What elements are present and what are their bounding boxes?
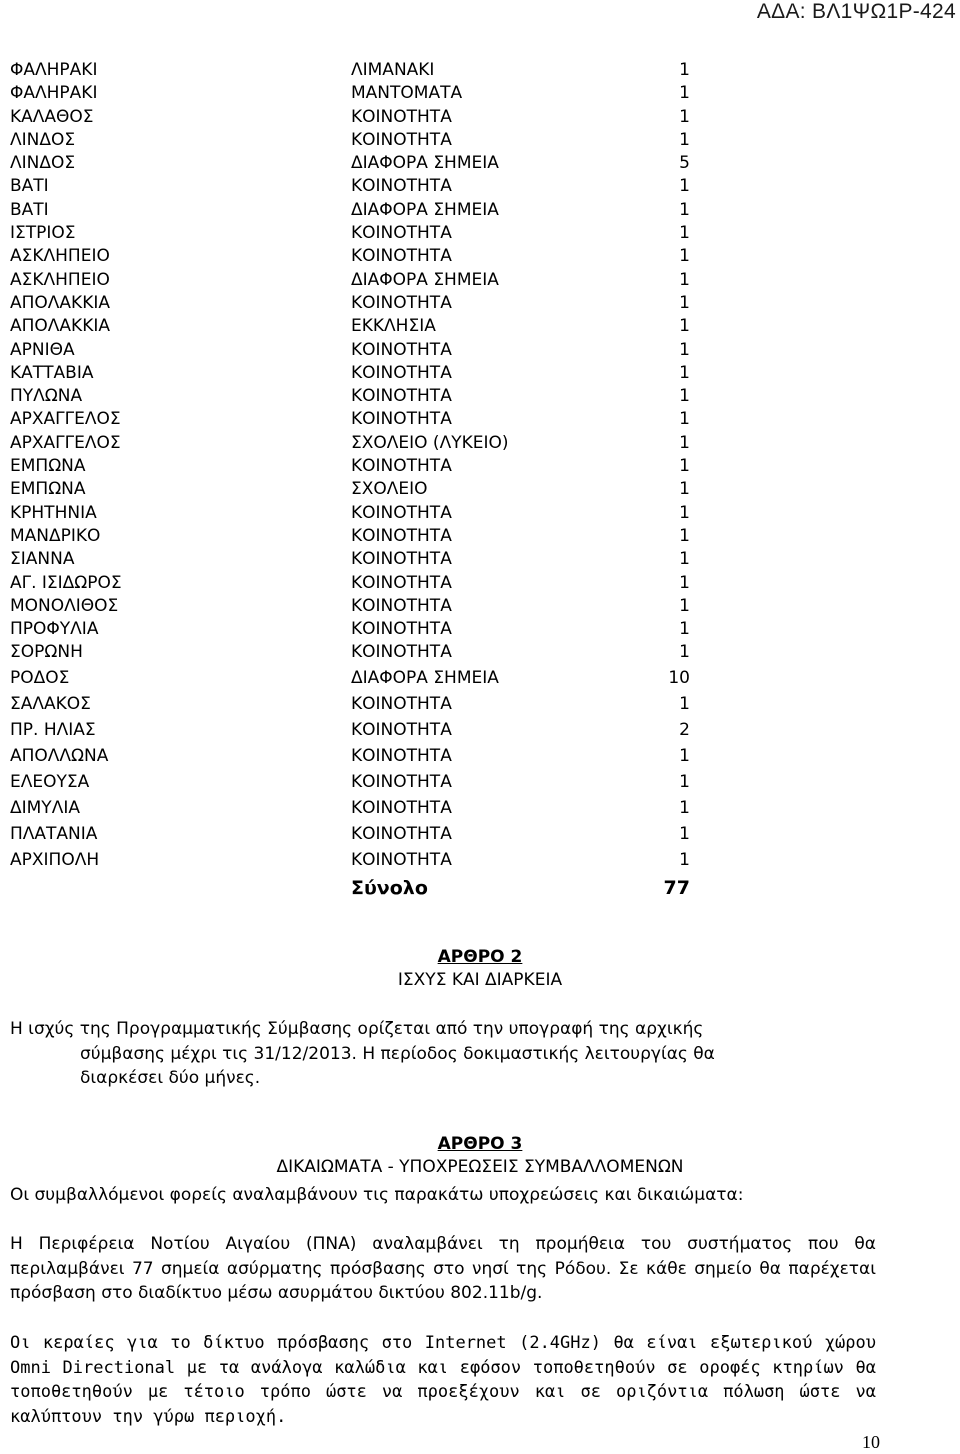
count-cell: 1 — [679, 549, 690, 570]
location-cell: ΒΑΤΙ — [10, 199, 49, 220]
site-cell: ΚΟΙΝΟΤΗΤΑ — [351, 745, 452, 766]
site-cell: ΜΑΝΤΟΜΑΤΑ — [351, 83, 463, 104]
count-cell: 1 — [679, 316, 690, 337]
location-cell: ΠΡΟΦΥΛΙΑ — [10, 619, 99, 640]
table-row — [10, 691, 710, 717]
site-cell: ΚΟΙΝΟΤΗΤΑ — [351, 619, 452, 640]
article-2-line-1: Η ισχύς της Προγραμματικής Σύμβασης ορίζεται από την υπογραφή της αρχικής — [10, 1019, 704, 1039]
table-row — [10, 717, 710, 743]
count-cell: 1 — [679, 176, 690, 197]
article-3-heading: ΑΡΘΡΟ 3 — [437, 1134, 523, 1154]
table-row — [10, 525, 710, 548]
table-row — [10, 59, 710, 82]
table-row — [10, 222, 710, 245]
location-cell: ΦΑΛΗΡΑΚΙ — [10, 60, 98, 80]
count-cell: 1 — [679, 479, 690, 500]
location-cell: ΣΙΑΝΝΑ — [10, 549, 75, 570]
site-cell: ΚΟΙΝΟΤΗΤΑ — [351, 502, 452, 523]
article-3-subtitle: ΔΙΚΑΙΩΜΑΤΑ - ΥΠΟΧΡΕΩΣΕΙΣ ΣΥΜΒΑΛΛΟΜΕΝΩΝ — [276, 1157, 684, 1177]
location-cell: ΛΙΝΔΟΣ — [10, 129, 76, 150]
count-cell: 1 — [679, 642, 690, 663]
location-cell: ΡΟΔΟΣ — [10, 667, 70, 688]
table-row — [10, 82, 710, 105]
article-2-line-3: διαρκέσει δύο μήνες. — [80, 1068, 261, 1088]
count-cell: 1 — [679, 339, 690, 360]
location-cell: ΚΑΛΑΘΟΣ — [10, 106, 94, 127]
table-row — [10, 548, 710, 571]
count-cell: 1 — [679, 502, 690, 523]
location-cell: ΔΙΜΥΛΙΑ — [10, 797, 80, 818]
location-cell: ΑΠΟΛΑΚΚΙΑ — [10, 316, 110, 337]
table-row — [10, 665, 710, 691]
table-row — [10, 821, 710, 847]
site-cell: ΚΟΙΝΟΤΗΤΑ — [351, 362, 452, 383]
total-label: Σύνολο — [351, 876, 428, 899]
article-3-intro: Οι συμβαλλόμενοι φορείς αναλαμβάνουν τις παρακάτω υποχρεώσεις και δικαιώματα: — [10, 1185, 744, 1205]
site-cell: ΚΟΙΝΟΤΗΤΑ — [351, 223, 452, 244]
count-cell: 1 — [679, 693, 690, 714]
table-row — [10, 152, 710, 175]
table-row — [10, 795, 710, 821]
count-cell: 1 — [679, 572, 690, 593]
location-cell: ΑΣΚΛΗΠΕΙΟ — [10, 246, 110, 267]
location-cell: ΑΠΟΛΛΩΝΑ — [10, 745, 109, 766]
count-cell: 1 — [679, 362, 690, 383]
table-row — [10, 315, 710, 338]
site-cell: ΚΟΙΝΟΤΗΤΑ — [351, 823, 452, 844]
table-row — [10, 572, 710, 595]
location-cell: ΦΑΛΗΡΑΚΙ — [10, 83, 98, 104]
table-row — [10, 362, 710, 385]
article-2-header — [0, 946, 960, 992]
location-cell: ΛΙΝΔΟΣ — [10, 153, 76, 174]
site-cell: ΚΟΙΝΟΤΗΤΑ — [351, 797, 452, 818]
table-row — [10, 269, 710, 292]
count-cell: 1 — [679, 849, 690, 870]
site-cell: ΚΟΙΝΟΤΗΤΑ — [351, 409, 452, 430]
ada-code: ΑΔΑ: ΒΛ1ΨΩ1Ρ-424 — [756, 0, 956, 23]
article-3-paragraph-2: Οι κεραίες για το δίκτυο πρόσβασης στο Internet (2.4GHz) θα είναι εξωτερικού χώρου Omni Directional με τα ανάλογα καλώδια και εφόσον τοποθετηθούν σε οροφές κτηρίων θα τοποθετηθούν με τέτοιο τρόπο ώστε να προεξέχουν και σε οριζόντια πόλωση ώστε να καλύπτουν την γύρω περιοχή. — [10, 1333, 876, 1427]
location-cell: ΑΓ. ΙΣΙΔΩΡΟΣ — [10, 572, 122, 593]
count-cell: 1 — [679, 595, 690, 616]
location-cell: ΑΡΧΑΓΓΕΛΟΣ — [10, 432, 121, 453]
count-cell: 1 — [679, 619, 690, 640]
table-row — [10, 129, 710, 152]
location-cell: ΕΛΕΟΥΣΑ — [10, 771, 90, 792]
site-cell: ΚΟΙΝΟΤΗΤΑ — [351, 246, 452, 267]
article-2-line-2: σύμβασης μέχρι τις 31/12/2013. Η περίοδος δοκιμαστικής λειτουργίας θα — [80, 1043, 715, 1064]
count-cell: 1 — [679, 129, 690, 150]
location-cell: ΑΡΧΙΠΟΛΗ — [10, 849, 100, 870]
count-cell: 1 — [679, 456, 690, 477]
site-cell: ΔΙΑΦΟΡΑ ΣΗΜΕΙΑ — [351, 269, 499, 290]
location-cell: ΜΟΝΟΛΙΘΟΣ — [10, 595, 119, 616]
count-cell: 1 — [679, 269, 690, 290]
site-cell: ΣΧΟΛΕΙΟ (ΛΥΚΕΙΟ) — [351, 432, 509, 453]
table-row — [10, 641, 710, 664]
article-3-header — [0, 1133, 960, 1179]
location-cell: ΙΣΤΡΙΟΣ — [10, 223, 76, 244]
count-cell: 10 — [668, 667, 690, 688]
site-cell: ΔΙΑΦΟΡΑ ΣΗΜΕΙΑ — [351, 667, 499, 688]
locations-table — [10, 59, 710, 903]
table-row — [10, 432, 710, 455]
table-row — [10, 106, 710, 129]
site-cell: ΚΟΙΝΟΤΗΤΑ — [351, 386, 452, 407]
count-cell: 1 — [679, 797, 690, 818]
table-row — [10, 199, 710, 222]
article-2-text — [10, 1017, 876, 1091]
site-cell: ΣΧΟΛΕΙΟ — [351, 479, 428, 500]
location-cell: ΚΡΗΤΗΝΙΑ — [10, 502, 97, 523]
count-cell: 1 — [679, 745, 690, 766]
site-cell: ΚΟΙΝΟΤΗΤΑ — [351, 106, 452, 127]
location-cell: ΚΑΤΤΑΒΙΑ — [10, 362, 94, 383]
site-cell: ΔΙΑΦΟΡΑ ΣΗΜΕΙΑ — [351, 153, 499, 174]
site-cell: ΚΟΙΝΟΤΗΤΑ — [351, 595, 452, 616]
site-cell: ΚΟΙΝΟΤΗΤΑ — [351, 849, 452, 870]
count-cell: 1 — [679, 292, 690, 313]
location-cell: ΣΟΡΩΝΗ — [10, 642, 83, 663]
count-cell: 2 — [679, 719, 690, 740]
site-cell: ΚΟΙΝΟΤΗΤΑ — [351, 693, 452, 714]
table-row — [10, 478, 710, 501]
location-cell: ΠΛΑΤΑΝΙΑ — [10, 823, 98, 844]
count-cell: 1 — [679, 199, 690, 220]
count-cell: 1 — [679, 386, 690, 407]
site-cell: ΚΟΙΝΟΤΗΤΑ — [351, 525, 452, 546]
table-row — [10, 292, 710, 315]
table-row — [10, 847, 710, 873]
location-cell: ΜΑΝΔΡΙΚΟ — [10, 525, 101, 546]
article-2-subtitle: ΙΣΧΥΣ ΚΑΙ ΔΙΑΡΚΕΙΑ — [397, 970, 563, 990]
page-number: 10 — [862, 1432, 880, 1452]
table-row — [10, 385, 710, 408]
count-cell: 1 — [679, 83, 690, 104]
count-cell: 1 — [679, 60, 690, 80]
total-value: 77 — [663, 876, 690, 899]
table-row — [10, 502, 710, 525]
count-cell: 1 — [679, 409, 690, 430]
location-cell: ΠΡ. ΗΛΙΑΣ — [10, 719, 96, 740]
table-row — [10, 618, 710, 641]
table-row — [10, 595, 710, 618]
count-cell: 1 — [679, 823, 690, 844]
site-cell: ΛΙΜΑΝΑΚΙ — [351, 60, 435, 80]
table-row — [10, 455, 710, 478]
table-row — [10, 175, 710, 198]
article-3-paragraph-1: Η Περιφέρεια Νοτίου Αιγαίου (ΠΝΑ) αναλαμβάνει τη προμήθεια του συστήματος που θα περιλαμβάνει 77 σημεία ασύρματης πρόσβασης στο νησί της Ρόδου. Σε κάθε σημείο θα παρέχεται πρόσβαση στο διαδίκτυο μέσω ασυρμάτου δικτύου 802.11b/g. — [10, 1234, 876, 1303]
site-cell: ΔΙΑΦΟΡΑ ΣΗΜΕΙΑ — [351, 199, 499, 220]
location-cell: ΕΜΠΩΝΑ — [10, 456, 86, 477]
site-cell: ΚΟΙΝΟΤΗΤΑ — [351, 456, 452, 477]
location-cell: ΑΠΟΛΑΚΚΙΑ — [10, 292, 110, 313]
location-cell: ΠΥΛΩΝΑ — [10, 386, 83, 407]
site-cell: ΚΟΙΝΟΤΗΤΑ — [351, 176, 452, 197]
count-cell: 1 — [679, 246, 690, 267]
location-cell: ΑΣΚΛΗΠΕΙΟ — [10, 269, 110, 290]
site-cell: ΚΟΙΝΟΤΗΤΑ — [351, 339, 452, 360]
site-cell: ΕΚΚΛΗΣΙΑ — [351, 316, 436, 337]
location-cell: ΕΜΠΩΝΑ — [10, 479, 86, 500]
count-cell: 5 — [679, 153, 690, 174]
site-cell: ΚΟΙΝΟΤΗΤΑ — [351, 719, 452, 740]
table-row — [10, 408, 710, 431]
count-cell: 1 — [679, 223, 690, 244]
location-cell: ΣΑΛΑΚΟΣ — [10, 693, 91, 714]
table-row — [10, 245, 710, 268]
site-cell: ΚΟΙΝΟΤΗΤΑ — [351, 771, 452, 792]
site-cell: ΚΟΙΝΟΤΗΤΑ — [351, 292, 452, 313]
location-cell: ΑΡΝΙΘΑ — [10, 339, 75, 360]
total-row — [10, 873, 710, 903]
article-2-heading: ΑΡΘΡΟ 2 — [437, 947, 523, 967]
table-row — [10, 743, 710, 769]
count-cell: 1 — [679, 525, 690, 546]
site-cell: ΚΟΙΝΟΤΗΤΑ — [351, 549, 452, 570]
count-cell: 1 — [679, 432, 690, 453]
count-cell: 1 — [679, 106, 690, 127]
location-cell: ΑΡΧΑΓΓΕΛΟΣ — [10, 409, 121, 430]
site-cell: ΚΟΙΝΟΤΗΤΑ — [351, 129, 452, 150]
count-cell: 1 — [679, 771, 690, 792]
location-cell: ΒΑΤΙ — [10, 176, 49, 197]
site-cell: ΚΟΙΝΟΤΗΤΑ — [351, 642, 452, 663]
table-row — [10, 339, 710, 362]
table-row — [10, 769, 710, 795]
site-cell: ΚΟΙΝΟΤΗΤΑ — [351, 572, 452, 593]
